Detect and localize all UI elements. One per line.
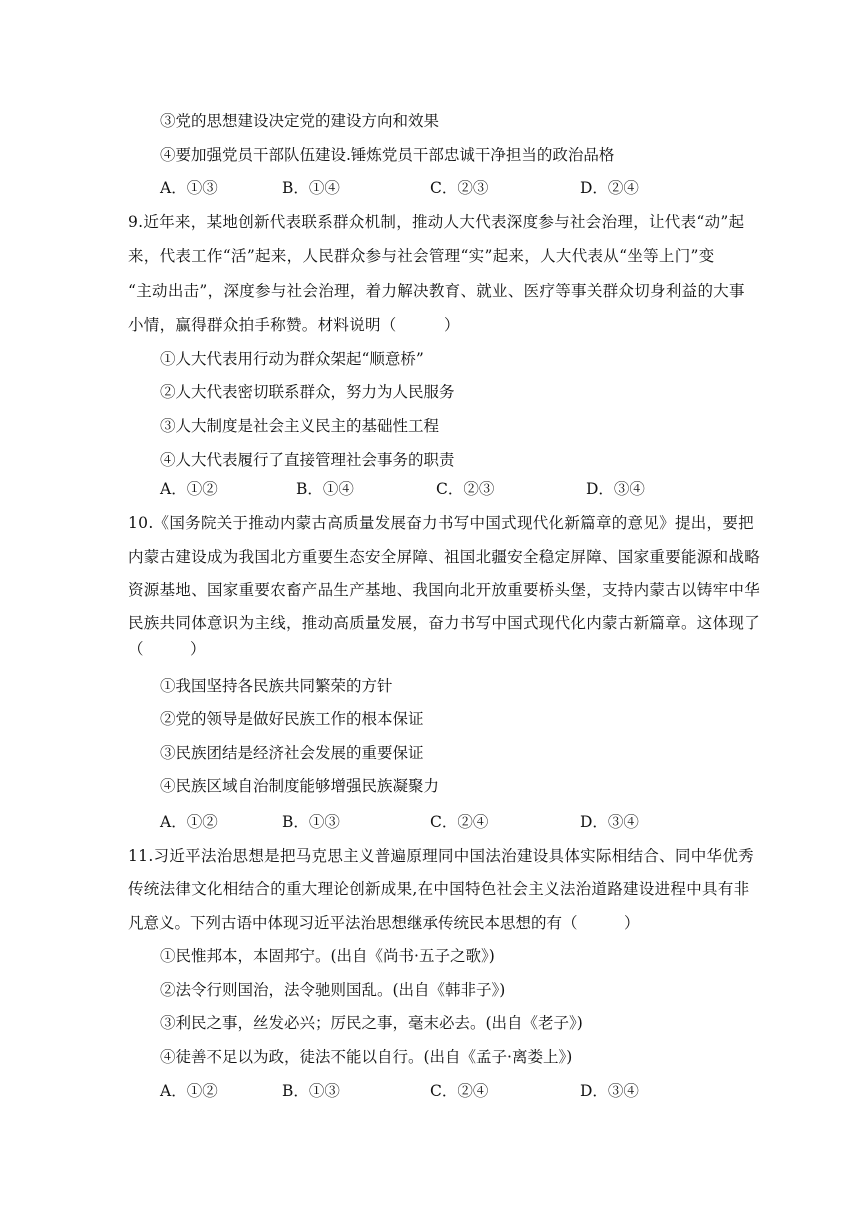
- q11-choice-b: B．①③: [282, 1082, 340, 1100]
- q10-stem-line-5: （ ）: [128, 640, 206, 658]
- q11-choice-c: C．②④: [430, 1082, 489, 1100]
- q9-stem-line-4: 小情，赢得群众拍手称赞。材料说明（ ）: [128, 316, 460, 334]
- q9-choice-b: B．①④: [296, 480, 354, 498]
- q9-option-2: ②人大代表密切联系群众，努力为人民服务: [160, 383, 455, 401]
- q10-choice-d: D．③④: [580, 813, 639, 831]
- q10-stem-line-3: 资源基地、国家重要农畜产品生产基地、我国向北开放重要桥头堡，支持内蒙古以铸牢中华: [128, 581, 761, 599]
- q9-option-3: ③人大制度是社会主义民主的基础性工程: [160, 417, 440, 435]
- q8-choice-c: C．②③: [430, 179, 489, 197]
- q9-stem-line-1: 9.近年来，某地创新代表联系群众机制，推动人大代表深度参与社会治理，让代表“动”起: [128, 213, 745, 231]
- q9-choice-a: A．①②: [160, 480, 218, 498]
- q10-stem-line-2: 内蒙古建设成为我国北方重要生态安全屏障、祖国北疆安全稳定屏障、国家重要能源和战略: [128, 548, 761, 566]
- q10-choice-c: C．②④: [430, 813, 489, 831]
- q8-choice-d: D．②④: [580, 179, 639, 197]
- q9-choice-d: D．③④: [586, 480, 645, 498]
- q8-choice-b: B．①④: [282, 179, 340, 197]
- q11-choice-d: D．③④: [580, 1082, 639, 1100]
- q10-option-3: ③民族团结是经济社会发展的重要保证: [160, 744, 424, 762]
- q10-option-1: ①我国坚持各民族共同繁荣的方针: [160, 677, 393, 695]
- q11-stem-line-3: 凡意义。下列古语中体现习近平法治思想继承传统民本思想的有（ ）: [128, 914, 640, 932]
- q8-option-4: ④要加强党员干部队伍建设.锤炼党员干部忠诚干净担当的政治品格: [160, 146, 615, 164]
- q11-stem-line-1: 11.习近平法治思想是把马克思主义普遍原理同中国法治建设具体实际相结合、同中华优秀: [128, 847, 754, 865]
- q11-option-4: ④徒善不足以为政，徒法不能以自行。(出自《孟子·离娄上》): [160, 1048, 573, 1066]
- q9-choice-c: C．②③: [436, 480, 495, 498]
- q9-option-4: ④人大代表履行了直接管理社会事务的职责: [160, 451, 455, 469]
- q10-option-2: ②党的领导是做好民族工作的根本保证: [160, 710, 424, 728]
- q11-stem-line-2: 传统法律文化相结合的重大理论创新成果,在中国特色社会主义法治道路建设进程中具有非: [128, 880, 750, 898]
- q10-stem-line-1: 10.《国务院关于推动内蒙古高质量发展奋力书写中国式现代化新篇章的意见》提出，要把: [128, 514, 754, 532]
- q10-option-4: ④民族区域自治制度能够增强民族凝聚力: [160, 777, 440, 795]
- q9-option-1: ①人大代表用行动为群众架起“顺意桥”: [160, 350, 424, 368]
- q9-stem-line-3: “主动出击”，深度参与社会治理，着力解决教育、就业、医疗等事关群众切身利益的大事: [128, 282, 745, 300]
- q9-stem-line-2: 来，代表工作“活”起来，人民群众参与社会管理“实”起来，人大代表从“坐等上门”变: [128, 247, 715, 265]
- q11-option-1: ①民惟邦本，本固邦宁。(出自《尚书·五子之歌》): [160, 947, 495, 965]
- q10-choice-b: B．①③: [282, 813, 340, 831]
- q11-option-2: ②法令行则国治，法令驰则国乱。(出自《韩非子》): [160, 981, 506, 999]
- q11-option-3: ③利民之事，丝发必兴；厉民之事，毫末必去。(出自《老子》): [160, 1014, 583, 1032]
- q10-choice-a: A．①②: [160, 813, 218, 831]
- q11-choice-a: A．①②: [160, 1082, 218, 1100]
- q8-option-3: ③党的思想建设决定党的建设方向和效果: [160, 112, 440, 130]
- q8-choice-a: A．①③: [160, 179, 218, 197]
- q10-stem-line-4: 民族共同体意识为主线，推动高质量发展，奋力书写中国式现代化内蒙古新篇章。这体现了: [128, 614, 761, 632]
